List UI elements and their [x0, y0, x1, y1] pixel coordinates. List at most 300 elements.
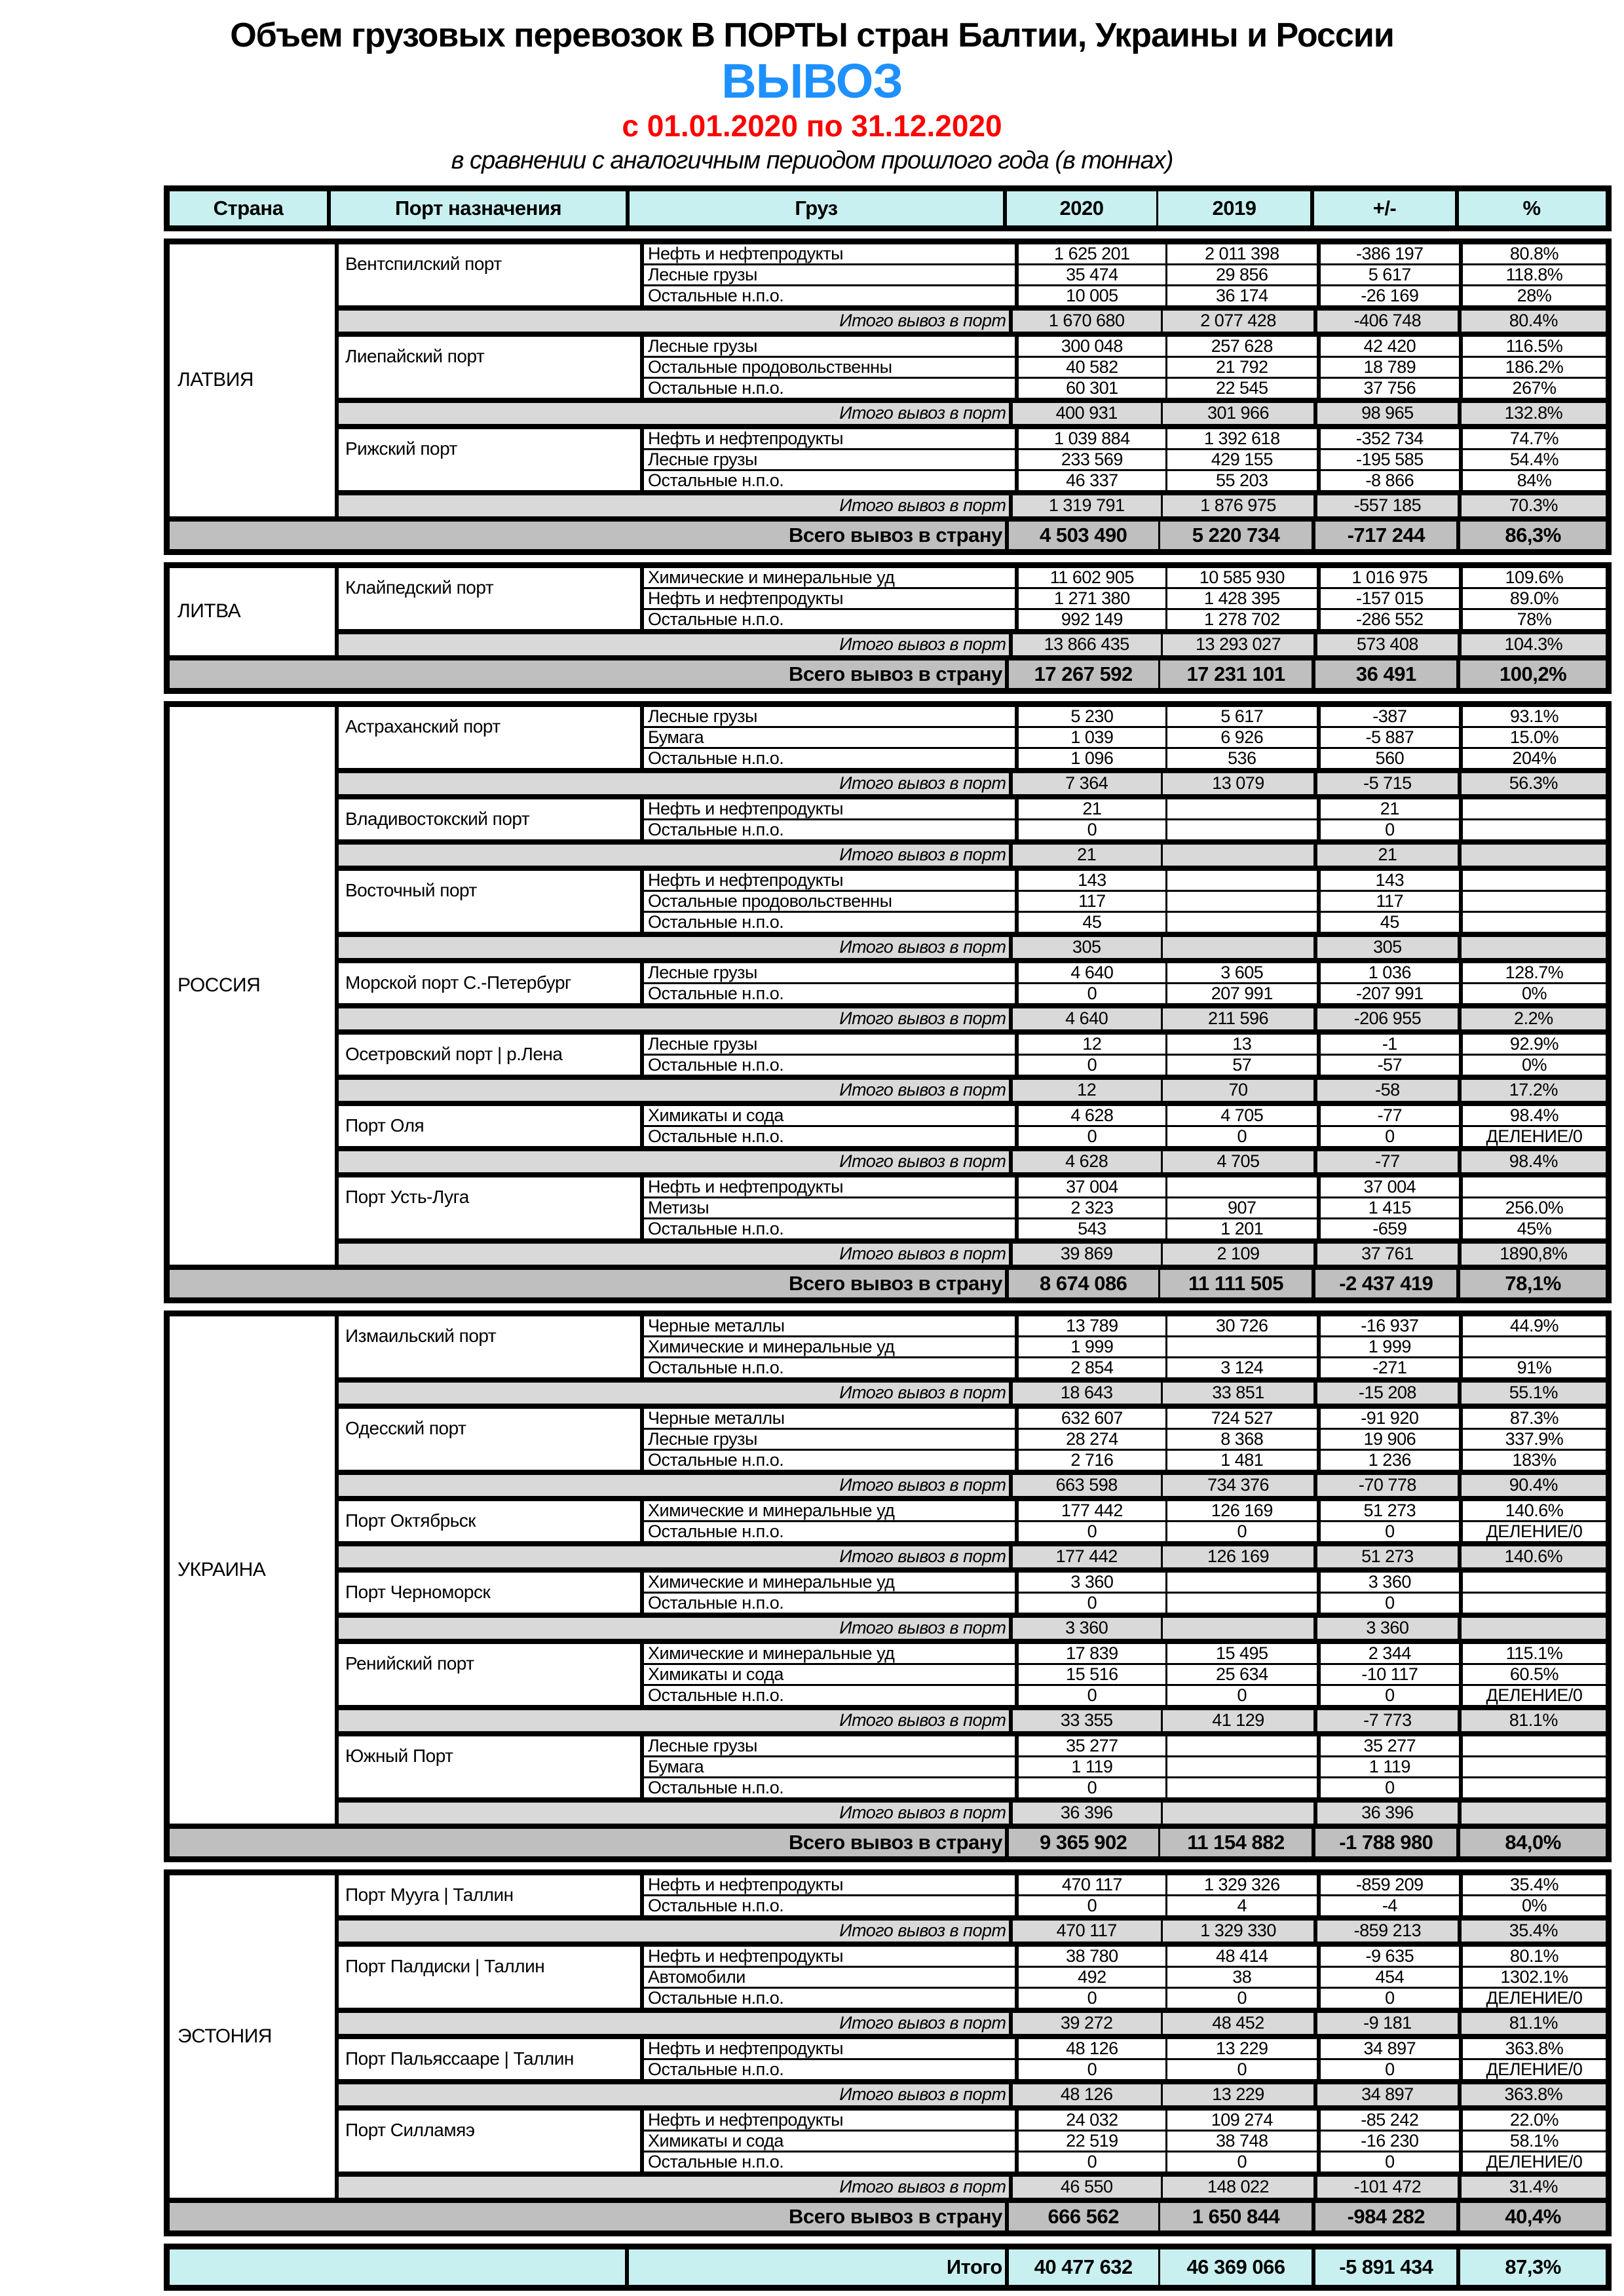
cargo-2019: [1165, 1594, 1317, 1613]
cargo-diff: -386 197: [1317, 244, 1459, 263]
cargo-2020: 0: [1015, 1522, 1165, 1541]
port-total-pct: 31.4%: [1458, 2177, 1606, 2198]
port-block: [339, 1029, 1606, 1101]
port-block: [339, 1942, 1606, 2034]
port-total-2019: 1 876 975: [1161, 495, 1313, 516]
cargo-2019: 8 368: [1165, 1430, 1317, 1449]
cargo-pct: 337.9%: [1459, 1430, 1606, 1449]
cargo-2020: 35 277: [1015, 1736, 1165, 1755]
port-total-row: [339, 2172, 1606, 2198]
cargo-diff: 0: [1317, 820, 1459, 839]
cargo-name: Остальные н.п.о.: [648, 2059, 784, 2079]
port-total-2020: 13 866 435: [1009, 634, 1161, 655]
cargo-2019: 13: [1165, 1035, 1317, 1054]
cargo-name: Остальные н.п.о.: [648, 470, 784, 490]
port-name: Осетровский порт | р.Лена: [339, 1035, 644, 1075]
cargo-diff: -85 242: [1317, 2111, 1459, 2130]
port-total-2020: 663 598: [1009, 1475, 1161, 1496]
port-total-2020: 305: [1009, 937, 1161, 958]
cargo-row: [644, 2111, 1606, 2130]
cargo-pct: 256.0%: [1459, 1198, 1606, 1217]
country-total-label: Всего вывоз в страну: [788, 2205, 1002, 2229]
cargo-rows: [644, 1177, 1606, 1238]
cargo-2019: 0: [1165, 2060, 1317, 2079]
country-name: ЛИТВА: [170, 568, 339, 655]
cargo-pct: ДЕЛЕНИЕ/0: [1459, 1989, 1606, 2008]
cargo-diff: -1: [1317, 1035, 1459, 1054]
cargo-2020: 11 602 905: [1015, 568, 1165, 587]
cargo-2019: 6 926: [1165, 728, 1317, 747]
cargo-2020: 2 323: [1015, 1198, 1165, 1217]
port-total-label: Итого вывоз в порт: [839, 2177, 1006, 2197]
cargo-rows: [644, 1035, 1606, 1075]
cargo-diff: 1 119: [1317, 1757, 1459, 1776]
cargo-2019: 536: [1165, 749, 1317, 768]
cargo-diff: -4: [1317, 1896, 1459, 1915]
cargo-2020: 0: [1015, 1896, 1165, 1915]
report-table: [164, 185, 1612, 2291]
cargo-2019: 2 011 398: [1165, 244, 1317, 263]
cargo-2019: 48 414: [1165, 1947, 1317, 1966]
cargo-2020: 40 582: [1015, 358, 1165, 377]
port-total-row: [339, 1915, 1606, 1942]
cargo-row: [644, 568, 1606, 587]
port-total-2019: 211 596: [1161, 1008, 1313, 1029]
port-name: Вентспилский порт: [339, 244, 644, 305]
cargo-name: Бумага: [648, 1757, 704, 1776]
column-header-diff: +/-: [1310, 191, 1455, 225]
cargo-diff: -195 585: [1317, 450, 1459, 469]
countries-container: [164, 239, 1612, 2236]
cargo-2019: [1165, 1757, 1317, 1776]
port-name: Порт Мууга | Таллин: [339, 1875, 644, 1915]
port-total-2019: 1 329 330: [1161, 1921, 1313, 1942]
cargo-diff: -57: [1317, 1056, 1459, 1075]
port-name: Одесский порт: [339, 1409, 644, 1470]
cargo-pct: 78%: [1459, 610, 1606, 629]
cargo-pct: 116.5%: [1459, 337, 1606, 356]
cargo-pct: 91%: [1459, 1358, 1606, 1377]
port-total-2020: 3 360: [1009, 1618, 1161, 1639]
cargo-diff: 1 415: [1317, 1198, 1459, 1217]
cargo-row: [644, 707, 1606, 726]
cargo-name: Остальные продовольственны: [648, 891, 892, 911]
cargo-rows: [644, 963, 1606, 1003]
port-total-label: Итого вывоз в порт: [839, 1710, 1006, 1731]
port-total-diff: -70 778: [1313, 1475, 1457, 1496]
cargo-name: Нефть и нефтепродукты: [648, 588, 843, 608]
cargo-pct: 118.8%: [1459, 265, 1606, 284]
cargo-2019: 0: [1165, 1127, 1317, 1146]
cargo-row: [644, 1894, 1606, 1915]
country-total-diff: -2 437 419: [1312, 1270, 1456, 1297]
port-block: [339, 424, 1606, 516]
cargo-row: [644, 1409, 1606, 1428]
cargo-name: Остальные н.п.о.: [648, 378, 784, 398]
cargo-2020: 28 274: [1015, 1430, 1165, 1449]
country-total-pct: 40,4%: [1456, 2203, 1606, 2230]
country-total-row: [170, 2198, 1606, 2230]
cargo-2020: 22 519: [1015, 2132, 1165, 2151]
cargo-diff: -16 230: [1317, 2132, 1459, 2151]
cargo-row: [644, 2039, 1606, 2058]
port-total-row: [339, 490, 1606, 516]
cargo-2020: 492: [1015, 1968, 1165, 1987]
cargo-pct: [1459, 892, 1606, 911]
cargo-row: [644, 1776, 1606, 1797]
cargo-name: Остальные н.п.о.: [648, 1778, 784, 1797]
port-total-2020: 1 670 680: [1009, 311, 1161, 332]
cargo-diff: -659: [1317, 1219, 1459, 1238]
cargo-2020: 21: [1015, 799, 1165, 818]
port-total-row: [339, 2008, 1606, 2034]
cargo-diff: -352 734: [1317, 429, 1459, 448]
cargo-row: [644, 1217, 1606, 1238]
cargo-2019: 38 748: [1165, 2132, 1317, 2151]
cargo-row: [644, 244, 1606, 263]
cargo-name: Химические и минеральные уд: [648, 1501, 895, 1520]
column-header-port: Порт назначения: [327, 191, 626, 225]
cargo-2020: 1 039 884: [1015, 429, 1165, 448]
port-block: [339, 1875, 1606, 1942]
cargo-pct: [1459, 799, 1606, 818]
ports-container: [339, 1316, 1606, 1824]
ports-container: [339, 707, 1606, 1265]
port-name: Морской порт С.-Петербург: [339, 963, 644, 1003]
cargo-2020: 632 607: [1015, 1409, 1165, 1428]
column-header-pct: %: [1455, 191, 1604, 225]
cargo-pct: [1459, 1337, 1606, 1356]
port-total-label: Итого вывоз в порт: [839, 403, 1006, 423]
country-total-2019: 11 111 505: [1158, 1270, 1312, 1297]
cargo-2019: 3 605: [1165, 963, 1317, 982]
port-total-diff: 51 273: [1313, 1546, 1457, 1567]
cargo-pct: 15.0%: [1459, 728, 1606, 747]
cargo-2019: [1165, 1177, 1317, 1196]
cargo-pct: 0%: [1459, 984, 1606, 1003]
country-total-label: Всего вывоз в страну: [788, 1831, 1002, 1854]
cargo-row: [644, 1736, 1606, 1755]
country-name: РОССИЯ: [170, 707, 339, 1265]
port-total-label: Итого вывоз в порт: [839, 2084, 1006, 2105]
cargo-pct: 60.5%: [1459, 1665, 1606, 1684]
grand-total-spacer: [170, 2249, 625, 2285]
cargo-name: Остальные н.п.о.: [648, 984, 784, 1003]
cargo-2020: 1 625 201: [1015, 244, 1165, 263]
cargo-pct: ДЕЛЕНИЕ/0: [1459, 1686, 1606, 1705]
cargo-name: Черные металлы: [648, 1316, 785, 1335]
port-total-2019: 70: [1161, 1080, 1313, 1101]
port-total-2019: [1161, 845, 1313, 866]
cargo-row: [644, 377, 1606, 398]
cargo-row: [644, 1356, 1606, 1377]
cargo-name: Остальные н.п.о.: [648, 1988, 784, 2008]
port-total-label: Итого вывоз в порт: [839, 1080, 1006, 1100]
cargo-row: [644, 1501, 1606, 1520]
cargo-pct: 35.4%: [1459, 1875, 1606, 1894]
cargo-pct: ДЕЛЕНИЕ/0: [1459, 1127, 1606, 1146]
cargo-diff: 1 016 975: [1317, 568, 1459, 587]
cargo-diff: 18 789: [1317, 358, 1459, 377]
cargo-name: Лесные грузы: [648, 706, 757, 726]
cargo-row: [644, 1755, 1606, 1776]
port-total-row: [339, 839, 1606, 866]
cargo-pct: ДЕЛЕНИЕ/0: [1459, 2060, 1606, 2079]
cargo-pct: 363.8%: [1459, 2039, 1606, 2058]
cargo-diff: -8 866: [1317, 471, 1459, 490]
port-total-diff: -15 208: [1313, 1383, 1457, 1404]
port-total-row: [339, 932, 1606, 958]
cargo-diff: 0: [1317, 1522, 1459, 1541]
port-total-2019: 13 229: [1161, 2084, 1313, 2105]
cargo-name: Остальные н.п.о.: [648, 748, 784, 768]
cargo-2019: 0: [1165, 1686, 1317, 1705]
port-total-diff: -557 185: [1313, 495, 1457, 516]
port-block: [339, 2105, 1606, 2198]
country-block: [164, 239, 1612, 555]
cargo-diff: 1 236: [1317, 1451, 1459, 1470]
port-total-diff: 98 965: [1313, 403, 1457, 424]
cargo-pct: 92.9%: [1459, 1035, 1606, 1054]
cargo-rows: [644, 568, 1606, 629]
cargo-pct: 109.6%: [1459, 568, 1606, 587]
port-total-2019: 13 079: [1161, 773, 1313, 794]
cargo-diff: 1 036: [1317, 963, 1459, 982]
cargo-name: Остальные н.п.о.: [648, 1055, 784, 1075]
cargo-2020: 0: [1015, 2060, 1165, 2079]
port-total-label: Итого вывоз в порт: [839, 1803, 1006, 1823]
cargo-2019: 21 792: [1165, 358, 1317, 377]
port-total-diff: -58: [1313, 1080, 1457, 1101]
cargo-2019: 15 495: [1165, 1644, 1317, 1663]
port-total-row: [339, 1541, 1606, 1567]
cargo-2019: 257 628: [1165, 337, 1317, 356]
port-total-row: [339, 305, 1606, 332]
cargo-pct: [1459, 871, 1606, 890]
ports-container: [339, 244, 1606, 516]
cargo-rows: [644, 429, 1606, 490]
cargo-2019: 1 392 618: [1165, 429, 1317, 448]
port-total-row: [339, 768, 1606, 794]
cargo-2020: 38 780: [1015, 1947, 1165, 1966]
cargo-2020: 233 569: [1015, 450, 1165, 469]
cargo-2020: 992 149: [1015, 610, 1165, 629]
port-total-row: [339, 1003, 1606, 1029]
cargo-2019: 4: [1165, 1896, 1317, 1915]
cargo-row: [644, 469, 1606, 490]
cargo-2020: 143: [1015, 871, 1165, 890]
port-total-pct: 55.1%: [1458, 1383, 1606, 1404]
cargo-diff: 21: [1317, 799, 1459, 818]
cargo-2019: 30 726: [1165, 1316, 1317, 1335]
port-total-diff: -7 773: [1313, 1710, 1457, 1731]
cargo-2019: 25 634: [1165, 1665, 1317, 1684]
cargo-row: [644, 1106, 1606, 1125]
cargo-row: [644, 747, 1606, 768]
cargo-pct: ДЕЛЕНИЕ/0: [1459, 2152, 1606, 2172]
port-total-2020: 48 126: [1009, 2084, 1161, 2105]
cargo-2019: 724 527: [1165, 1409, 1317, 1428]
cargo-2019: 1 329 326: [1165, 1875, 1317, 1894]
country-total-2019: 11 154 882: [1158, 1829, 1312, 1856]
port-name: Клайпедский порт: [339, 568, 644, 629]
cargo-2019: 4 705: [1165, 1106, 1317, 1125]
cargo-row: [644, 911, 1606, 932]
cargo-name: Нефть и нефтепродукты: [648, 1946, 843, 1966]
cargo-name: Нефть и нефтепродукты: [648, 429, 843, 448]
cargo-row: [644, 963, 1606, 982]
cargo-row: [644, 1644, 1606, 1663]
port-total-2019: 301 966: [1161, 403, 1313, 424]
cargo-2019: 5 617: [1165, 707, 1317, 726]
cargo-diff: 42 420: [1317, 337, 1459, 356]
cargo-row: [644, 2151, 1606, 2172]
cargo-row: [644, 1449, 1606, 1470]
cargo-pct: [1459, 1594, 1606, 1613]
cargo-2019: 55 203: [1165, 471, 1317, 490]
cargo-diff: -859 209: [1317, 1875, 1459, 1894]
port-total-2019: 126 169: [1161, 1546, 1313, 1567]
subtitle-dates: с 01.01.2020 по 31.12.2020: [622, 108, 1002, 143]
port-block: [339, 1567, 1606, 1639]
cargo-diff: 34 897: [1317, 2039, 1459, 2058]
grand-total-pct: 87,3%: [1456, 2249, 1606, 2285]
country-total-pct: 86,3%: [1456, 522, 1606, 549]
port-total-2019: [1161, 1803, 1313, 1824]
country-total-label: Всего вывоз в страну: [788, 1272, 1002, 1295]
column-header-2019: 2019: [1156, 191, 1310, 225]
cargo-pct: 87.3%: [1459, 1409, 1606, 1428]
cargo-2020: 48 126: [1015, 2039, 1165, 2058]
grand-total-label: Итого: [625, 2249, 1004, 2285]
port-total-2019: 33 851: [1161, 1383, 1313, 1404]
cargo-2019: 1 278 702: [1165, 610, 1317, 629]
port-total-2019: 2 077 428: [1161, 311, 1313, 332]
cargo-2020: 1 096: [1015, 749, 1165, 768]
port-total-row: [339, 1470, 1606, 1496]
port-name: Южный Порт: [339, 1736, 644, 1797]
country-name: ЭСТОНИЯ: [170, 1875, 339, 2198]
port-name: Измаильский порт: [339, 1316, 644, 1377]
cargo-pct: [1459, 1778, 1606, 1797]
port-total-pct: 140.6%: [1458, 1546, 1606, 1567]
cargo-diff: 454: [1317, 1968, 1459, 1987]
subtitle-vyvoz: ВЫВОЗ: [721, 54, 903, 109]
cargo-2019: 907: [1165, 1198, 1317, 1217]
cargo-2020: 470 117: [1015, 1875, 1165, 1894]
cargo-2019: [1165, 820, 1317, 839]
cargo-2019: 0: [1165, 1989, 1317, 2008]
port-name: Рижский порт: [339, 429, 644, 490]
cargo-diff: 0: [1317, 1686, 1459, 1705]
port-total-label: Итого вывоз в порт: [839, 2013, 1006, 2033]
title-block: [0, 0, 1624, 175]
country-total-pct: 84,0%: [1456, 1829, 1606, 1856]
port-total-row: [339, 1146, 1606, 1172]
cargo-diff: -157 015: [1317, 589, 1459, 608]
cargo-rows: [644, 337, 1606, 398]
port-total-2019: 13 293 027: [1161, 634, 1313, 655]
port-total-row: [339, 629, 1606, 655]
cargo-2020: 543: [1015, 1219, 1165, 1238]
port-total-pct: [1458, 1618, 1606, 1639]
cargo-pct: 80.8%: [1459, 244, 1606, 263]
port-total-2020: 177 442: [1009, 1546, 1161, 1567]
cargo-row: [644, 1177, 1606, 1196]
port-total-2019: 4 705: [1161, 1151, 1313, 1172]
cargo-2020: 24 032: [1015, 2111, 1165, 2130]
port-name: Порт Пальяссааре | Таллин: [339, 2039, 644, 2079]
grand-total-2020: 40 477 632: [1005, 2249, 1158, 2285]
cargo-name: Нефть и нефтепродукты: [648, 799, 843, 818]
cargo-pct: 54.4%: [1459, 450, 1606, 469]
grand-total-2019: 46 369 066: [1158, 2249, 1312, 2285]
port-total-pct: 2.2%: [1458, 1008, 1606, 1029]
country-total-2019: 17 231 101: [1158, 660, 1312, 688]
port-name: Владивостокский порт: [339, 799, 644, 839]
country-total-2020: 8 674 086: [1005, 1270, 1158, 1297]
cargo-2019: 0: [1165, 1522, 1317, 1541]
port-total-label: Итого вывоз в порт: [839, 1383, 1006, 1403]
cargo-diff: 0: [1317, 1778, 1459, 1797]
cargo-pct: [1459, 913, 1606, 932]
cargo-2020: 0: [1015, 1127, 1165, 1146]
cargo-name: Лесные грузы: [648, 1429, 757, 1449]
cargo-2019: [1165, 1337, 1317, 1356]
cargo-rows: [644, 244, 1606, 305]
port-name: Порт Оля: [339, 1106, 644, 1146]
cargo-row: [644, 890, 1606, 911]
cargo-row: [644, 263, 1606, 284]
cargo-pct: 115.1%: [1459, 1644, 1606, 1663]
country-block: [164, 1869, 1612, 2236]
cargo-name: Химикаты и сода: [648, 1664, 784, 1684]
cargo-diff: -9 635: [1317, 1947, 1459, 1966]
cargo-row: [644, 1684, 1606, 1705]
page-title: Объем грузовых перевозок В ПОРТЫ стран Балтии, Украины и России: [230, 16, 1394, 54]
port-block: [339, 1404, 1606, 1496]
cargo-2020: 4 640: [1015, 963, 1165, 982]
cargo-row: [644, 2058, 1606, 2079]
cargo-diff: 0: [1317, 1594, 1459, 1613]
country-block: [164, 701, 1612, 1303]
cargo-row: [644, 982, 1606, 1003]
port-total-pct: 363.8%: [1458, 2084, 1606, 2105]
cargo-name: Остальные н.п.о.: [648, 1896, 784, 1915]
cargo-diff: 0: [1317, 1989, 1459, 2008]
cargo-diff: 0: [1317, 1127, 1459, 1146]
cargo-name: Лесные грузы: [648, 1034, 757, 1054]
cargo-row: [644, 2130, 1606, 2151]
column-header-2020: 2020: [1003, 191, 1156, 225]
cargo-2020: 0: [1015, 1056, 1165, 1075]
cargo-name: Лесные грузы: [648, 1736, 757, 1755]
cargo-2020: 4 628: [1015, 1106, 1165, 1125]
port-total-2020: 4 628: [1009, 1151, 1161, 1172]
port-total-row: [339, 1238, 1606, 1265]
cargo-name: Лесные грузы: [648, 265, 757, 284]
cargo-pct: 89.0%: [1459, 589, 1606, 608]
cargo-2020: 10 005: [1015, 286, 1165, 305]
cargo-name: Лесные грузы: [648, 336, 757, 356]
cargo-name: Химические и минеральные уд: [648, 1337, 895, 1356]
port-total-pct: 70.3%: [1458, 495, 1606, 516]
port-block: [339, 1731, 1606, 1824]
cargo-name: Химикаты и сода: [648, 2131, 784, 2151]
cargo-row: [644, 356, 1606, 377]
cargo-row: [644, 1663, 1606, 1684]
cargo-pct: 93.1%: [1459, 707, 1606, 726]
